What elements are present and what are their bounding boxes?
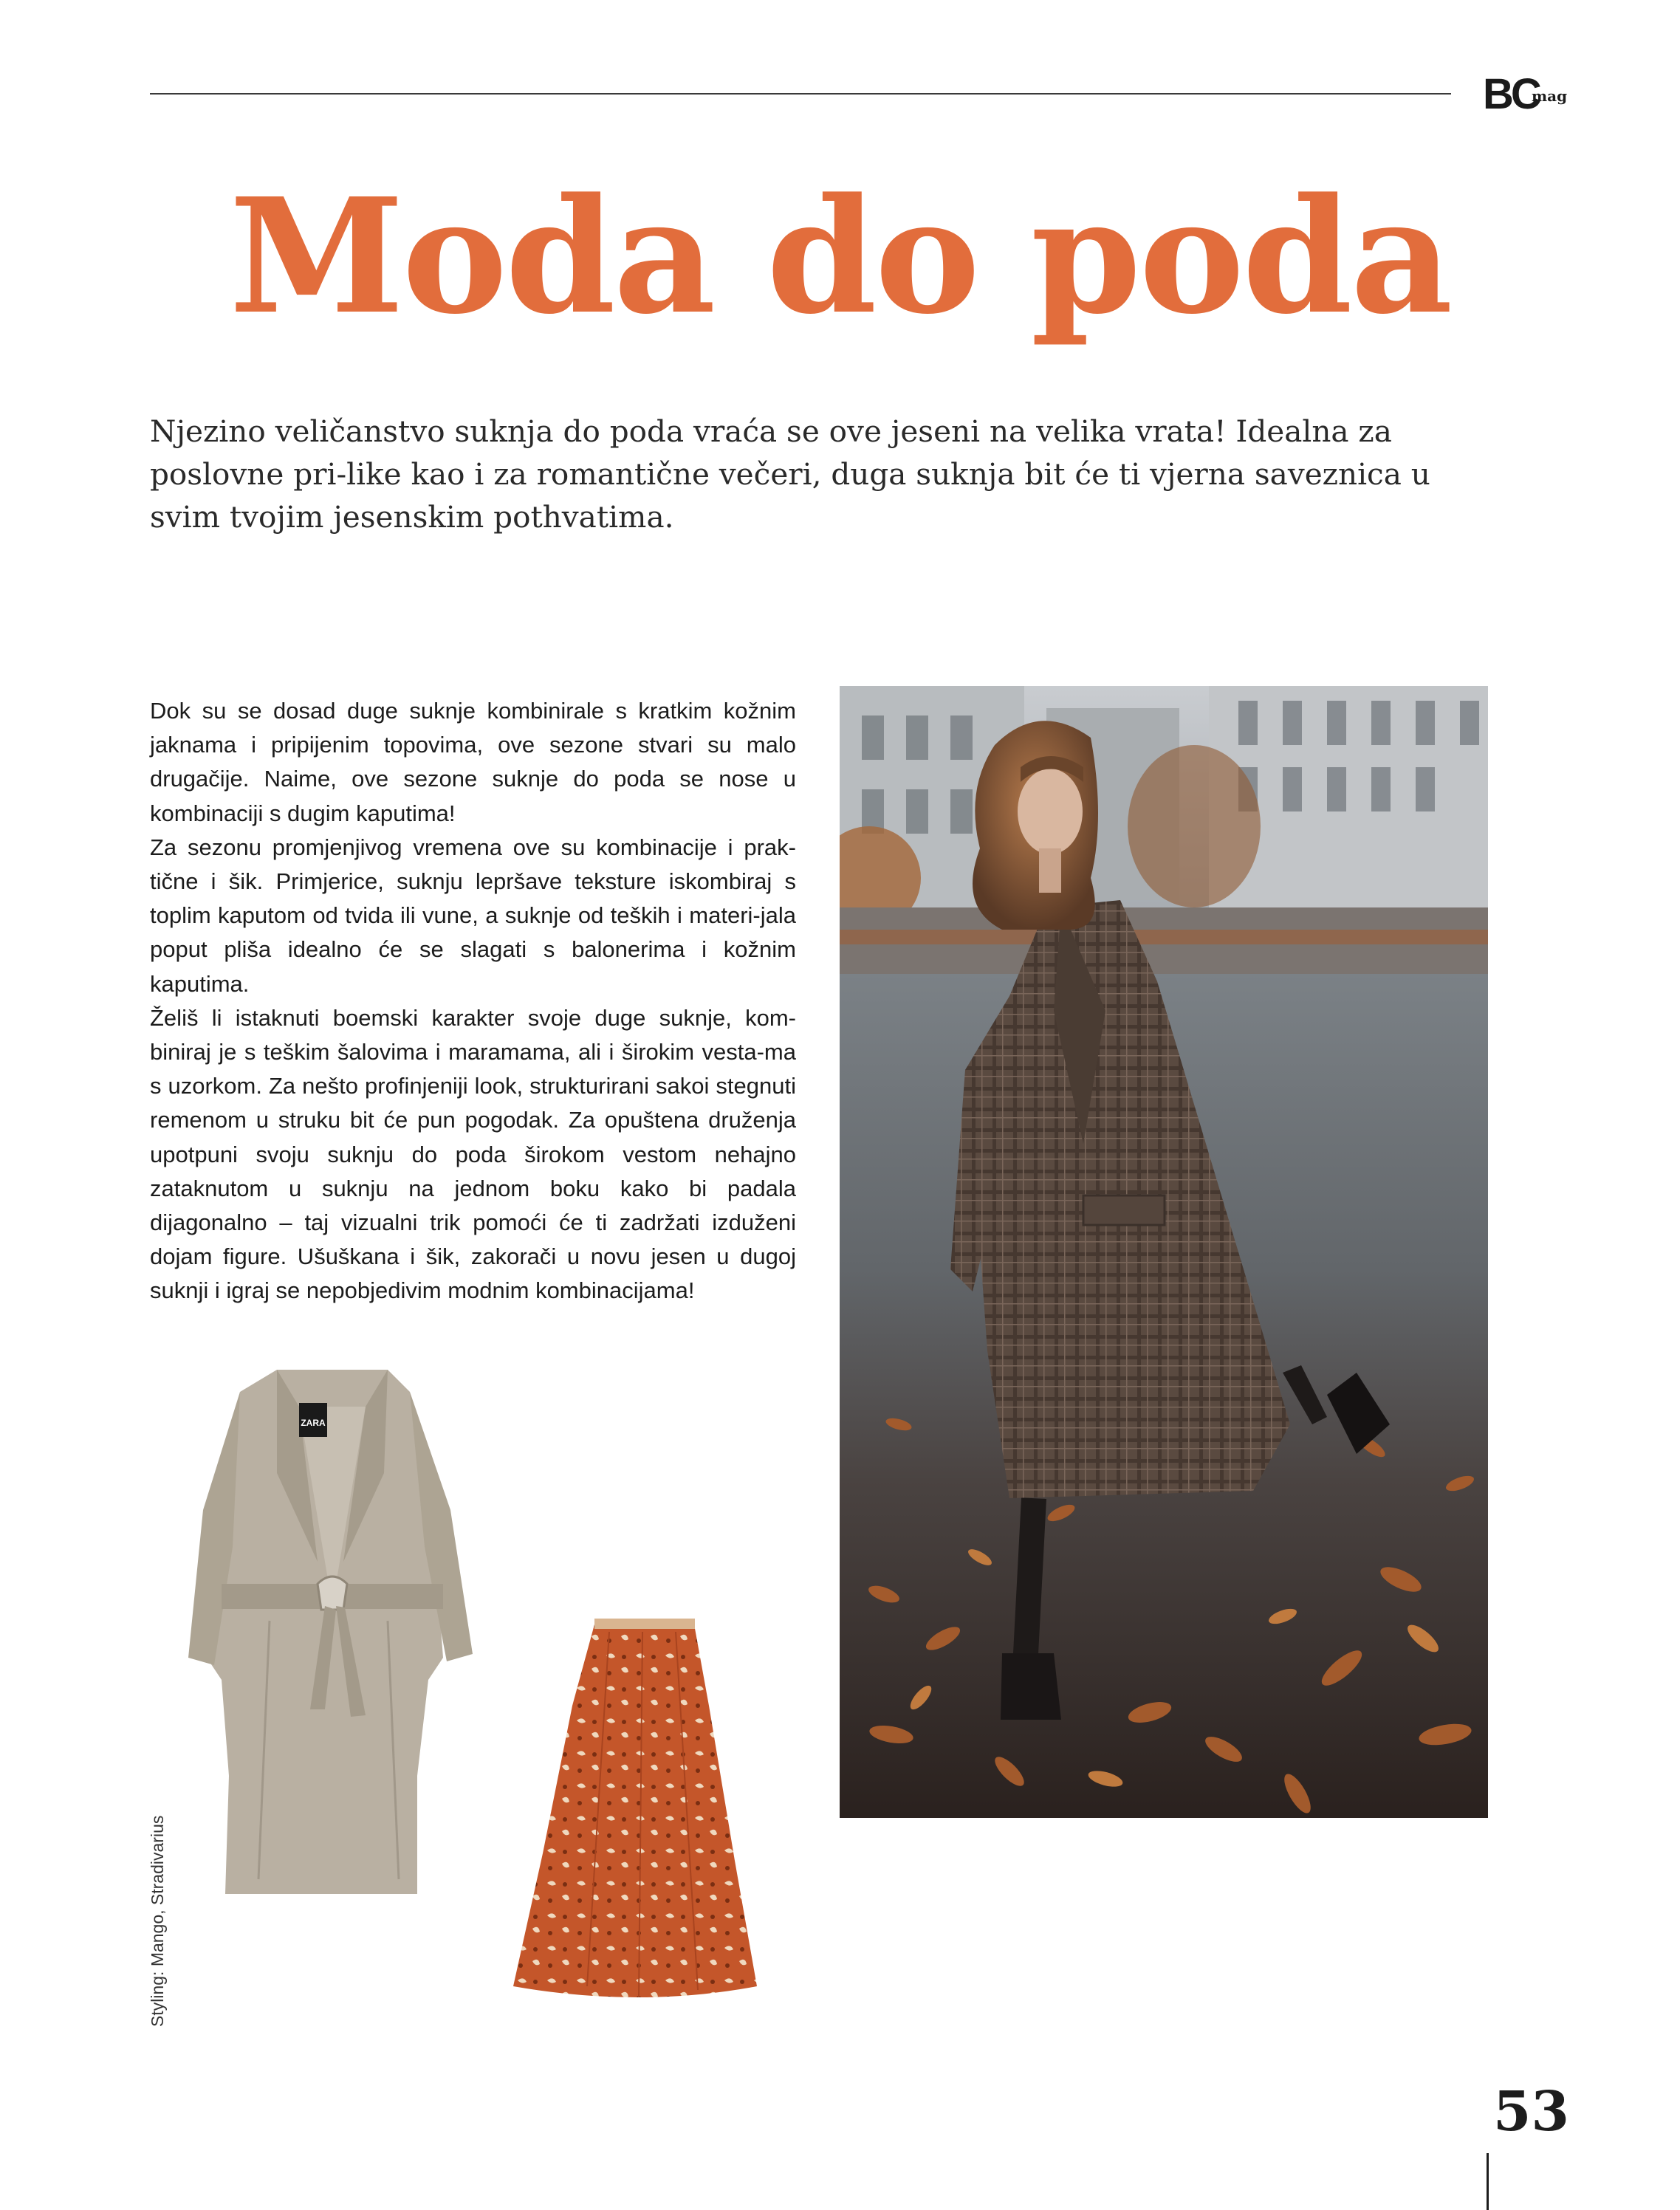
coat-brand-label: ZARA — [301, 1418, 326, 1428]
footer-rule — [1487, 2153, 1489, 2210]
body-paragraph: Želiš li istaknuti boemski karakter svoje duge suknje, kom-biniraj je s teškim šalovima i maramama, ali i širokim vesta-ma s uzorkom. Za nešto profinjeniji look, strukturirani sakoi stegnuti remenom u struku bit će pun pogodak. Za opuštena druženja upotpuni svoju suknju do poda širokom vestom nehajno zataknutom u suknju na jednom boku kako bi padala dijagonalno – taj vizualni trik pomoći će ti zadržati izduženi dojam figure. Ušuškana i šik, zakorači u novu jesen u dugoj suknji i igraj se nepobjedivim modnim kombinacijama! — [150, 1004, 796, 1304]
body-paragraph: Za sezonu promjenjivog vremena ove su kombinacije i prak-tične i šik. Primjerice, suknju lepršave teksture iskombiraj s toplim kaputom od tvida ili vune, a suknje od teških i materi-jala poput pliša idealno će se slagati s balonerima i kožnim kaputima. — [150, 834, 796, 997]
article-lead: Njezino veličanstvo suknja do poda vraća se ove jeseni na velika vrata! Idealna za poslovne pri-like kao i za romantične večeri, duga suknja bit će ti vjerna saveznica u svim tvojim jesenskim pothvatima. — [150, 413, 1430, 535]
coat-product-image — [188, 1362, 476, 1901]
styling-credit: Styling: Mango, Stradivarius — [148, 1815, 167, 2027]
page-number: 53 — [1493, 2080, 1569, 2144]
main-photo — [840, 686, 1488, 1818]
logo-main: BC — [1483, 70, 1539, 118]
header-rule — [150, 93, 1451, 95]
body-paragraph: Dok su se dosad duge suknje kombinirale s kratkim kožnim jaknama i pripijenim topovima, ove sezone stvari su malo drugačije. Naime, ove sezone suknje do poda se nose u kombinaciji s dugim kaputima! — [150, 698, 796, 826]
article-title: Moda do poda — [229, 164, 1451, 349]
magazine-logo — [1483, 70, 1568, 118]
skirt-product-image — [513, 1617, 764, 2008]
logo-sub: mag — [1532, 87, 1568, 105]
article-body — [150, 694, 796, 1308]
